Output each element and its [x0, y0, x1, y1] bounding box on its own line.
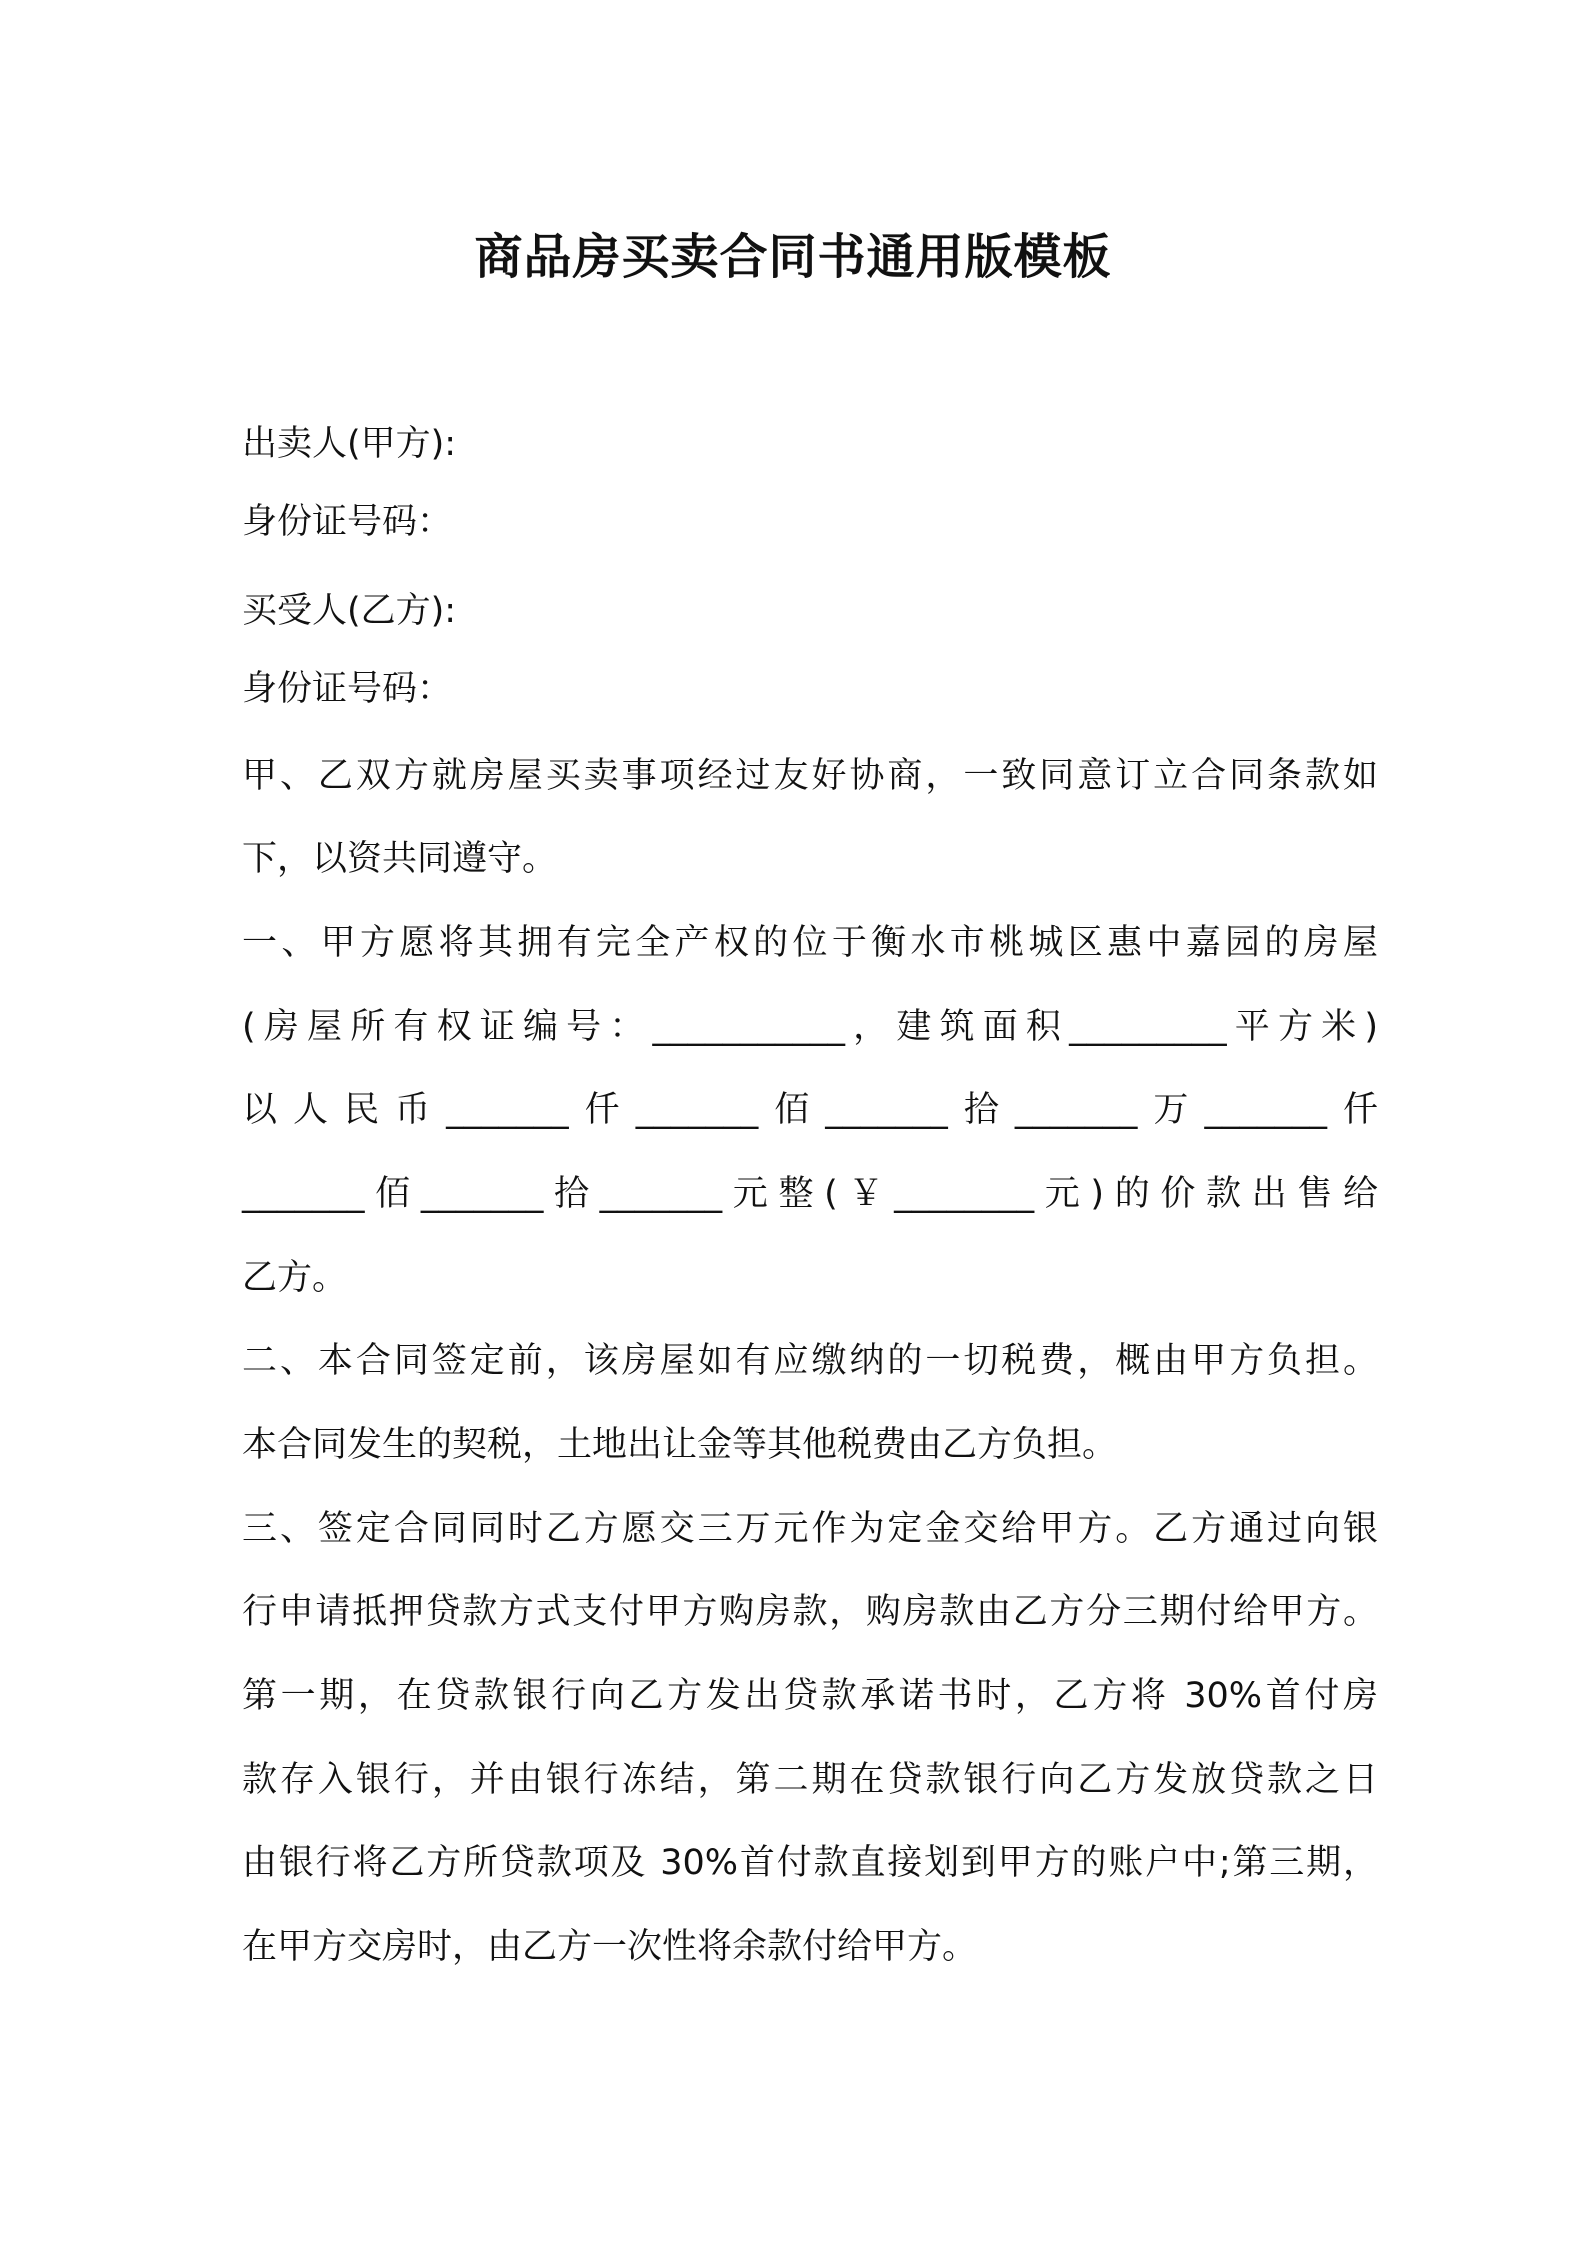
clause-1-line: 以人民币_______仟_______佰_______拾_______万_______仟 — [242, 1090, 1378, 1130]
clause-3-line: 在甲方交房时，由乙方一次性将余款付给甲方。 — [242, 1927, 978, 1967]
buyer-id-label: 身份证号码： — [242, 669, 453, 709]
preamble-line: 甲、乙双方就房屋买卖事项经过友好协商，一致同意订立合同条款如 — [242, 756, 1378, 796]
document-title: 商品房买卖合同书通用版模板 — [474, 229, 1112, 285]
buyer-label: 买受人(乙方): — [242, 591, 457, 631]
clause-3-line: 行申请抵押贷款方式支付甲方购房款，购房款由乙方分三期付给甲方。 — [242, 1592, 1378, 1632]
clause-2-line: 本合同发生的契税，土地出让金等其他税费由乙方负担。 — [242, 1425, 1118, 1465]
clause-3-line: 款存入银行，并由银行冻结，第二期在贷款银行向乙方发放贷款之日 — [242, 1760, 1378, 1800]
clause-3-line: 由银行将乙方所贷款项及 30%首付款直接划到甲方的账户中;第三期， — [242, 1843, 1378, 1883]
preamble-line: 下，以资共同遵守。 — [242, 839, 558, 879]
clause-1-line: (房屋所有权证编号：___________，建筑面积_________平方米) — [242, 1007, 1378, 1047]
clause-1-line: 乙方。 — [242, 1258, 348, 1298]
seller-id-label: 身份证号码： — [242, 502, 453, 542]
seller-label: 出卖人(甲方): — [242, 424, 457, 464]
clause-2-line: 二、本合同签定前，该房屋如有应缴纳的一切税费，概由甲方负担。 — [242, 1341, 1378, 1381]
clause-3-line: 第一期，在贷款银行向乙方发出贷款承诺书时，乙方将 30%首付房 — [242, 1676, 1378, 1716]
clause-1-line: 一、甲方愿将其拥有完全产权的位于衡水市桃城区惠中嘉园的房屋 — [242, 923, 1378, 963]
clause-1-line: _______佰_______拾_______元整(￥________元)的价款出售给 — [242, 1174, 1378, 1214]
clause-3-line: 三、签定合同同时乙方愿交三万元作为定金交给甲方。乙方通过向银 — [242, 1509, 1378, 1549]
